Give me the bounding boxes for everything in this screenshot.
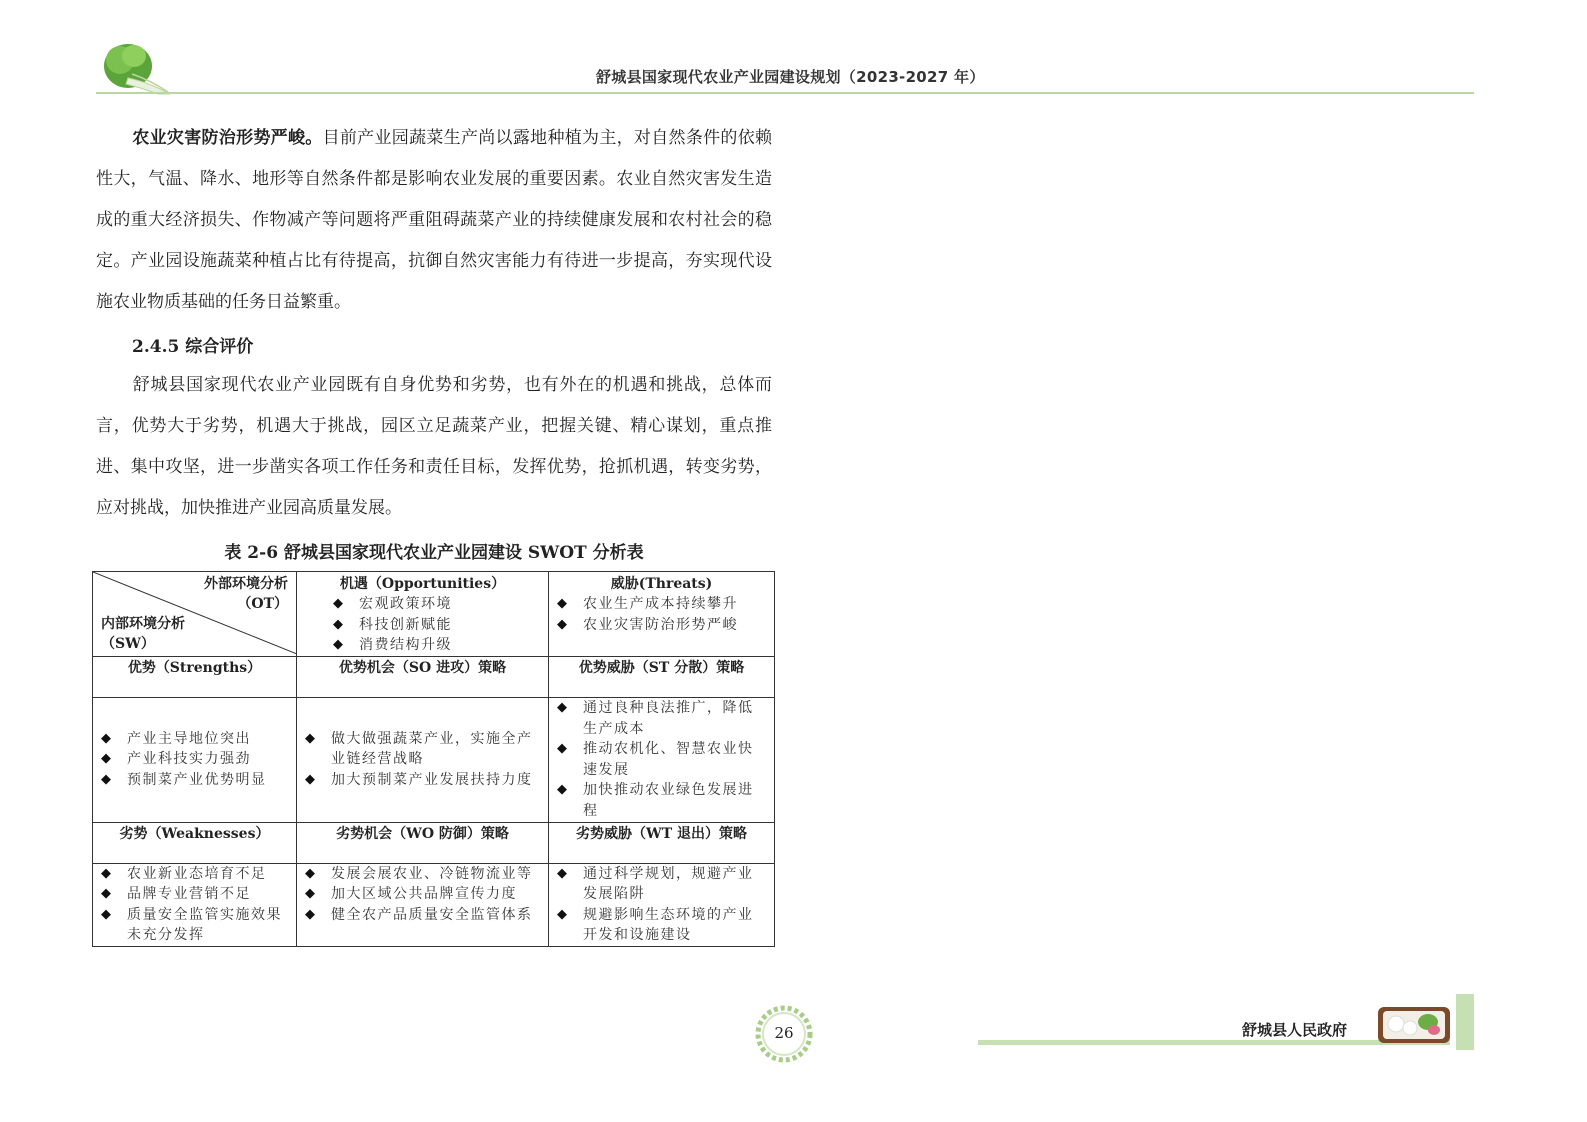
list-item: ◆ 农业灾害防治形势严峻 bbox=[557, 615, 768, 636]
diamond-bullet-icon: ◆ bbox=[333, 616, 345, 632]
weaknesses-header: 劣势（Weaknesses） bbox=[93, 822, 297, 863]
cabbage-logo-icon bbox=[98, 38, 174, 96]
so-strategy-header: 优势机会（SO 进攻）策略 bbox=[297, 656, 549, 697]
diamond-bullet-icon: ◆ bbox=[305, 906, 317, 922]
diamond-bullet-icon: ◆ bbox=[101, 906, 113, 922]
diamond-bullet-icon: ◆ bbox=[557, 865, 569, 881]
diamond-bullet-icon: ◆ bbox=[305, 886, 317, 901]
diamond-bullet-icon: ◆ bbox=[305, 865, 317, 881]
corner-cell bbox=[93, 572, 297, 657]
diamond-bullet-icon: ◆ bbox=[101, 771, 113, 787]
footer-organization: 舒城县人民政府 bbox=[1242, 1021, 1348, 1039]
diamond-bullet-icon: ◆ bbox=[557, 782, 569, 797]
strengths-cell bbox=[93, 697, 297, 822]
diamond-bullet-icon: ◆ bbox=[557, 596, 569, 611]
diamond-bullet-icon: ◆ bbox=[101, 730, 113, 746]
list-item: ◆ 健全农产品质量安全监管体系 bbox=[305, 905, 542, 926]
st-strategy-cell bbox=[549, 697, 775, 822]
list-item: ◆ 宏观政策环境 bbox=[333, 594, 542, 615]
external-analysis-label: 外部环境分析 （OT） bbox=[204, 576, 288, 612]
diamond-bullet-icon: ◆ bbox=[333, 637, 345, 652]
threats-header: 威胁(Threats) bbox=[610, 576, 713, 592]
paragraph-disaster-prevention bbox=[96, 118, 772, 323]
list-item: ◆ 做大做强蔬菜产业，实施全产业链经营战略 bbox=[305, 730, 533, 768]
diamond-bullet-icon: ◆ bbox=[333, 596, 345, 611]
paragraph-lead-bold: 农业灾害防治形势严峻。 bbox=[132, 128, 323, 148]
wt-strategy-header: 劣势威胁（WT 退出）策略 bbox=[549, 822, 775, 863]
list-item: ◆ 消费结构升级 bbox=[333, 635, 542, 656]
list-item: ◆ 加大预制菜产业发展扶持力度 bbox=[305, 770, 542, 791]
opportunities-cell bbox=[297, 572, 549, 657]
document-header-title: 舒城县国家现代农业产业园建设规划（2023-2027 年） bbox=[596, 68, 985, 86]
wo-strategy-header: 劣势机会（WO 防御）策略 bbox=[297, 822, 549, 863]
diamond-bullet-icon: ◆ bbox=[101, 751, 113, 767]
opportunities-header: 机遇（Opportunities） bbox=[339, 576, 506, 592]
list-item: ◆ 农业生产成本持续攀升 bbox=[557, 594, 768, 615]
threats-cell bbox=[549, 572, 775, 657]
list-item: ◆ 产业科技实力强劲 bbox=[101, 749, 290, 770]
diamond-bullet-icon: ◆ bbox=[101, 865, 113, 881]
diamond-bullet-icon: ◆ bbox=[305, 771, 317, 787]
diamond-bullet-icon: ◆ bbox=[305, 730, 317, 746]
header-divider bbox=[96, 92, 1474, 94]
so-strategy-cell bbox=[297, 697, 549, 822]
diamond-bullet-icon: ◆ bbox=[557, 616, 569, 632]
list-item: ◆ 产业主导地位突出 bbox=[101, 729, 290, 750]
swot-table bbox=[92, 571, 775, 947]
paragraph-comprehensive-evaluation bbox=[96, 365, 772, 529]
list-item: ◆ 农业新业态培育不足 bbox=[101, 864, 290, 885]
paragraph-body-2: 舒城县国家现代农业产业园既有自身优势和劣势，也有外在的机遇和挑战，总体而言，优势大于劣势，机遇大于挑战，园区立足蔬菜产业，把握关键、精心谋划，重点推进、集中攻坚，进一步凿实各项工作任务和责任目标，发挥优势，抢抓机遇，转变劣势，应对挑战，加快推进产业园高质量发展。 bbox=[96, 375, 772, 518]
list-item: ◆ 预制菜产业优势明显 bbox=[101, 770, 290, 791]
st-strategy-header: 优势威胁（ST 分散）策略 bbox=[549, 656, 775, 697]
wt-strategy-cell bbox=[549, 863, 775, 946]
list-item: ◆ 发展会展农业、冷链物流业等 bbox=[305, 864, 542, 885]
paragraph-body: 目前产业园蔬菜生产尚以露地种植为主，对自然条件的依赖性大，气温、降水、地形等自然条件都是影响农业发展的重要因素。农业自然灾害发生造成的重大经济损失、作物减产等问题将严重阻碍蔬菜产业的持续健康发展和农村社会的稳定。产业园设施蔬菜种植占比有待提高，抗御自然灾害能力有待进一步提高，夯实现代设施农业物质基础的任务日益繁重。 bbox=[96, 128, 773, 312]
diamond-bullet-icon: ◆ bbox=[557, 906, 569, 922]
diamond-bullet-icon: ◆ bbox=[557, 700, 569, 715]
section-heading: 2.4.5 综合评价 bbox=[132, 337, 254, 357]
list-item: ◆ 规避影响生态环境的产业开发和设施建设 bbox=[557, 906, 754, 943]
list-item: ◆ 通过良种良法推广，降低生产成本 bbox=[557, 700, 754, 737]
list-item: ◆ 加快推动农业绿色发展进程 bbox=[557, 782, 754, 819]
vegetable-tray-icon bbox=[1376, 1004, 1452, 1046]
weaknesses-cell bbox=[93, 863, 297, 946]
list-item: ◆ 质量安全监管实施效果未充分发挥 bbox=[101, 906, 282, 943]
diamond-bullet-icon: ◆ bbox=[557, 741, 569, 756]
list-item: ◆ 品牌专业营销不足 bbox=[101, 884, 290, 905]
footer-side-bar bbox=[1456, 994, 1474, 1050]
internal-analysis-label: 内部环境分析 （SW） bbox=[101, 616, 185, 652]
wo-strategy-cell bbox=[297, 863, 549, 946]
strengths-header: 优势（Strengths） bbox=[93, 656, 297, 697]
page-number: 26 bbox=[774, 1024, 794, 1042]
list-item: ◆ 加大区域公共品牌宣传力度 bbox=[305, 884, 542, 905]
list-item: ◆ 科技创新赋能 bbox=[333, 615, 542, 636]
diamond-bullet-icon: ◆ bbox=[101, 886, 113, 901]
table-caption: 表 2-6 舒城县国家现代农业产业园建设 SWOT 分析表 bbox=[224, 543, 644, 563]
list-item: ◆ 通过科学规划，规避产业发展陷阱 bbox=[557, 865, 754, 902]
list-item: ◆ 推动农机化、智慧农业快速发展 bbox=[557, 741, 754, 778]
